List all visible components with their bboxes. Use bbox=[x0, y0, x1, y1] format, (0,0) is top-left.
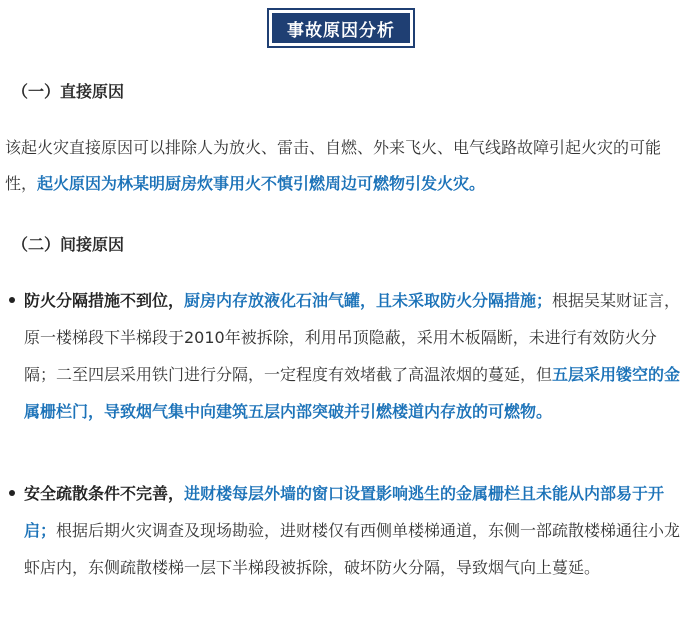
list-item-text bbox=[24, 282, 684, 430]
list-item-lead: 安全疏散条件不完善， bbox=[24, 484, 185, 503]
list-item-body: 根据吴某财证言，原一楼梯段下半梯段于2010年被拆除，利用吊顶隐蔽，采用木板隔断，未进行有效防火分隔；二至四层采用铁门进行分隔，一定程度有效堵截了高温浓烟的蔓延，但 bbox=[24, 291, 681, 384]
bullet-icon bbox=[9, 490, 15, 496]
direct-cause-heading: （一）直接原因 bbox=[12, 82, 125, 101]
title-frame bbox=[267, 8, 415, 48]
list-item-body: 根据后期火灾调查及现场勘验，进财楼仅有西侧单楼梯通道，东侧一部疏散楼梯通往小龙虾店内，东侧疏散楼梯一层下半梯段被拆除，破坏防火分隔，导致烟气向上蔓延。 bbox=[24, 521, 681, 577]
list-item-lead: 防火分隔措施不到位， bbox=[24, 291, 185, 310]
list-item-highlight: 进财楼每层外墙的窗口设置影响逃生的金属栅栏且未能从内部易于开启； bbox=[24, 484, 665, 540]
page-title: 事故原因分析 bbox=[272, 13, 410, 43]
direct-cause-text: 该起火灾直接原因可以排除人为放火、雷击、自燃、外来飞火、电气线路故障引起火灾的可能性， bbox=[5, 138, 662, 193]
list-item-highlight: 厨房内存放液化石油气罐，且未采取防火分隔措施； bbox=[184, 291, 553, 310]
indirect-cause-heading: （二）间接原因 bbox=[12, 235, 125, 254]
list-item-highlight-2: 五层采用镂空的金属栅栏门，导致烟气集中向建筑五层内部突破并引燃楼道内存放的可燃物。 bbox=[24, 365, 681, 421]
direct-cause-highlight: 起火原因为林某明厨房炊事用火不慎引燃周边可燃物引发火灾。 bbox=[37, 174, 486, 193]
bullet-icon bbox=[9, 297, 15, 303]
list-item-text bbox=[24, 475, 684, 586]
direct-cause-paragraph bbox=[5, 130, 683, 202]
